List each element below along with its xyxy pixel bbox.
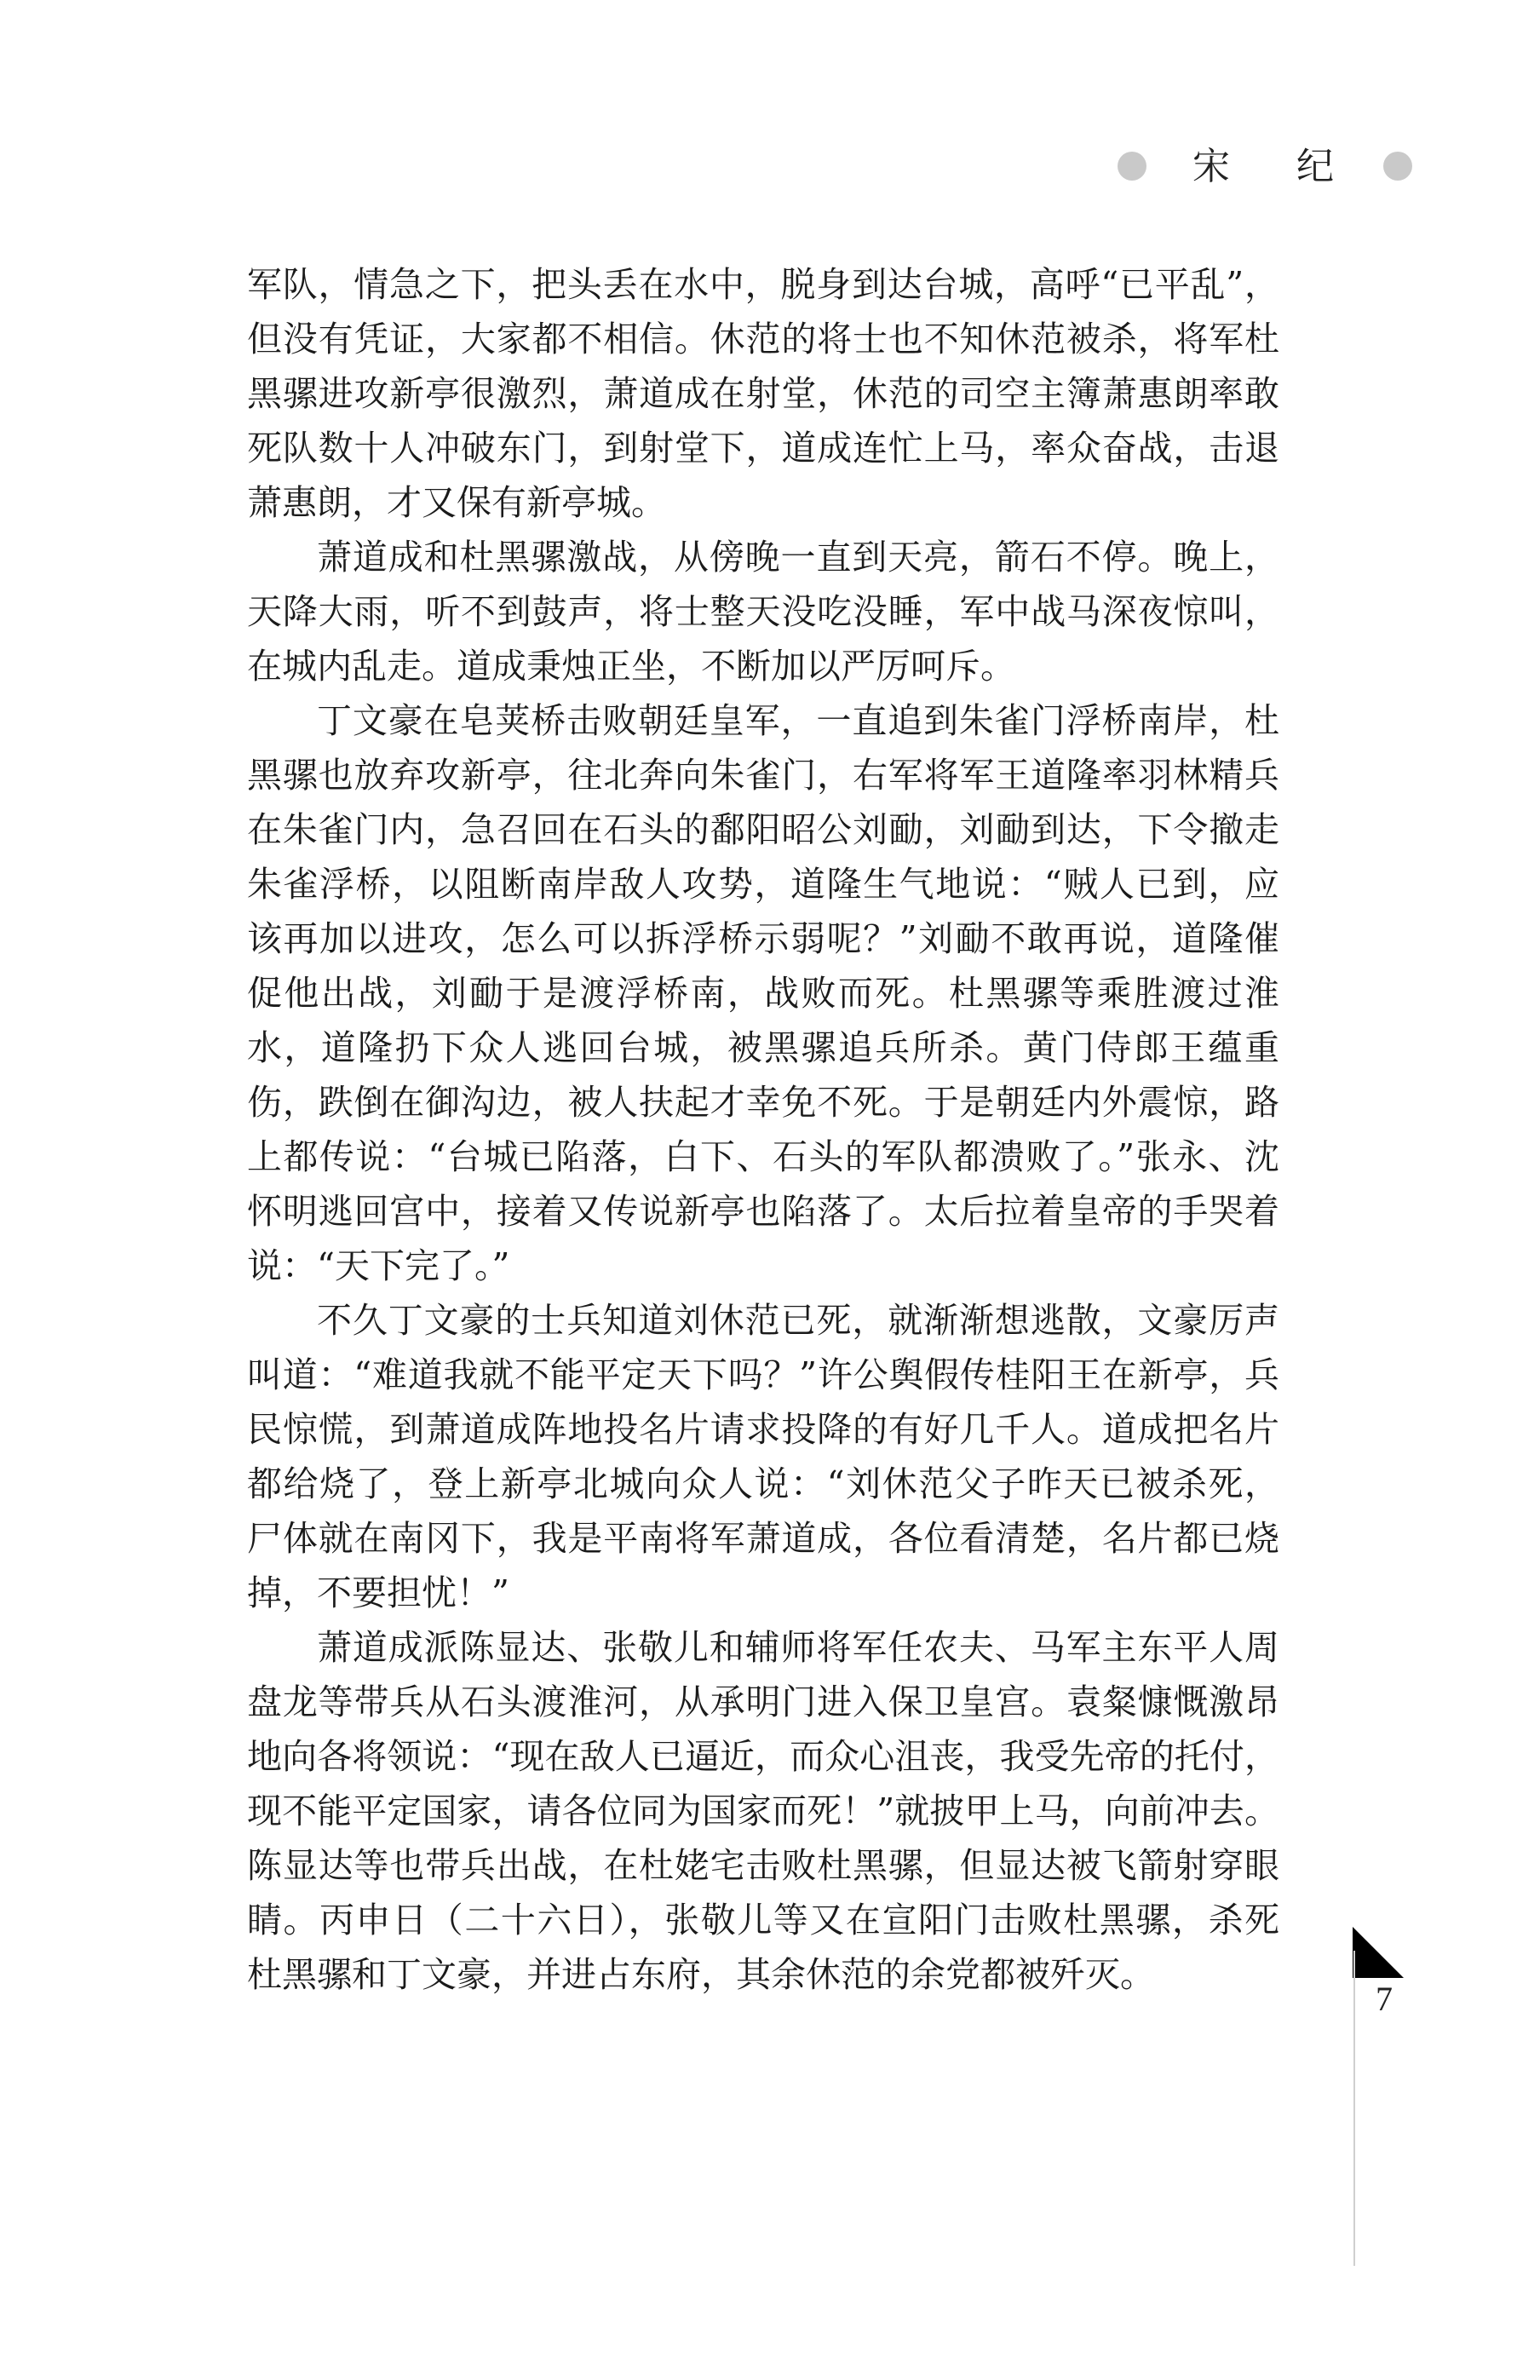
text-line: 都给烧了，登上新亭北城向众人说：“刘休范父子昨天已被杀死， xyxy=(247,1463,1279,1504)
text-line: 萧惠朗，才又保有新亭城。 xyxy=(247,482,666,523)
text-line: 促他出战，刘勔于是渡浮桥南，战败而死。杜黑骡等乘胜渡过淮 xyxy=(247,973,1279,1014)
text-line: 在城内乱走。道成秉烛正坐，不断加以严厉呵斥。 xyxy=(247,646,1015,687)
text-line: 盘龙等带兵从石头渡淮河，从承明门进入保卫皇宫。袁粲慷慨激昂 xyxy=(247,1682,1279,1722)
text-line: 睛。丙申日（二十六日），张敬儿等又在宣阳门击败杜黑骡，杀死 xyxy=(247,1900,1279,1940)
text-line: 叫道：“难道我就不能平定天下吗？”许公舆假传桂阳王在新亭，兵 xyxy=(247,1354,1279,1395)
text-line: 萧道成和杜黑骡激战，从傍晚一直到天亮，箭石不停。晚上， xyxy=(317,537,1279,578)
text-line: 丁文豪在皂荚桥击败朝廷皇军，一直追到朱雀门浮桥南岸，杜 xyxy=(317,700,1279,741)
text-line: 地向各将领说：“现在敌人已逼近，而众心沮丧，我受先帝的托付， xyxy=(247,1736,1279,1777)
text-line: 杜黑骡和丁文豪，并进占东府，其余休范的余党都被歼灭。 xyxy=(247,1954,1155,1995)
text-line: 水，道隆扔下众人逃回台城，被黑骡追兵所杀。黄门侍郎王蕴重 xyxy=(247,1027,1279,1068)
text-line: 军队，情急之下，把头丢在水中，脱身到达台城，高呼“已平乱”， xyxy=(247,264,1279,305)
text-line: 死队数十人冲破东门，到射堂下，道成连忙上马，率众奋战，击退 xyxy=(247,428,1279,469)
text-line: 黑骡进攻新亭很激烈，萧道成在射堂，休范的司空主簿萧惠朗率敢 xyxy=(247,373,1279,414)
text-line: 上都传说：“台城已陷落，白下、石头的军队都溃败了。”张永、沈 xyxy=(247,1136,1279,1177)
text-line: 但没有凭证，大家都不相信。休范的将士也不知休范被杀，将军杜 xyxy=(247,319,1279,359)
text-line: 民惊慌，到萧道成阵地投名片请求投降的有好几千人。道成把名片 xyxy=(247,1409,1279,1450)
text-line: 不久丁文豪的士兵知道刘休范已死，就渐渐想逃散，文豪厉声 xyxy=(317,1300,1279,1341)
text-line: 天降大雨，听不到鼓声，将士整天没吃没睡，军中战马深夜惊叫， xyxy=(247,591,1279,632)
text-line: 尸体就在南冈下，我是平南将军萧道成，各位看清楚，名片都已烧 xyxy=(247,1518,1279,1559)
header-title-char-1: 宋 xyxy=(1192,145,1230,188)
text-line: 伤，跌倒在御沟边，被人扶起才幸免不死。于是朝廷内外震惊，路 xyxy=(247,1082,1279,1123)
text-line: 怀明逃回宫中，接着又传说新亭也陷落了。太后拉着皇帝的手哭着 xyxy=(247,1191,1279,1232)
header-title-char-2: 纪 xyxy=(1296,145,1334,188)
text-line: 朱雀浮桥，以阻断南岸敌人攻势，道隆生气地说：“贼人已到，应 xyxy=(247,864,1279,905)
text-line: 掉，不要担忧！” xyxy=(247,1572,509,1613)
text-line: 说：“天下完了。” xyxy=(247,1245,510,1286)
text-line: 现不能平定国家，请各位同为国家而死！”就披甲上马，向前冲去。 xyxy=(247,1791,1279,1831)
text-line: 在朱雀门内，急召回在石头的鄱阳昭公刘勔，刘勔到达，下令撤走 xyxy=(247,809,1279,850)
page-number: 7 xyxy=(1376,1980,1393,2018)
edge-rule xyxy=(1353,1951,1355,2266)
text-line: 黑骡也放弃攻新亭，往北奔向朱雀门，右军将军王道隆率羽林精兵 xyxy=(247,755,1279,796)
text-line: 萧道成派陈显达、张敬儿和辅师将军任农夫、马军主东平人周 xyxy=(317,1627,1279,1668)
text-line: 该再加以进攻，怎么可以拆浮桥示弱呢？”刘勔不敢再说，道隆催 xyxy=(247,918,1279,959)
text-line: 陈显达等也带兵出战，在杜姥宅击败杜黑骡，但显达被飞箭射穿眼 xyxy=(247,1845,1279,1886)
